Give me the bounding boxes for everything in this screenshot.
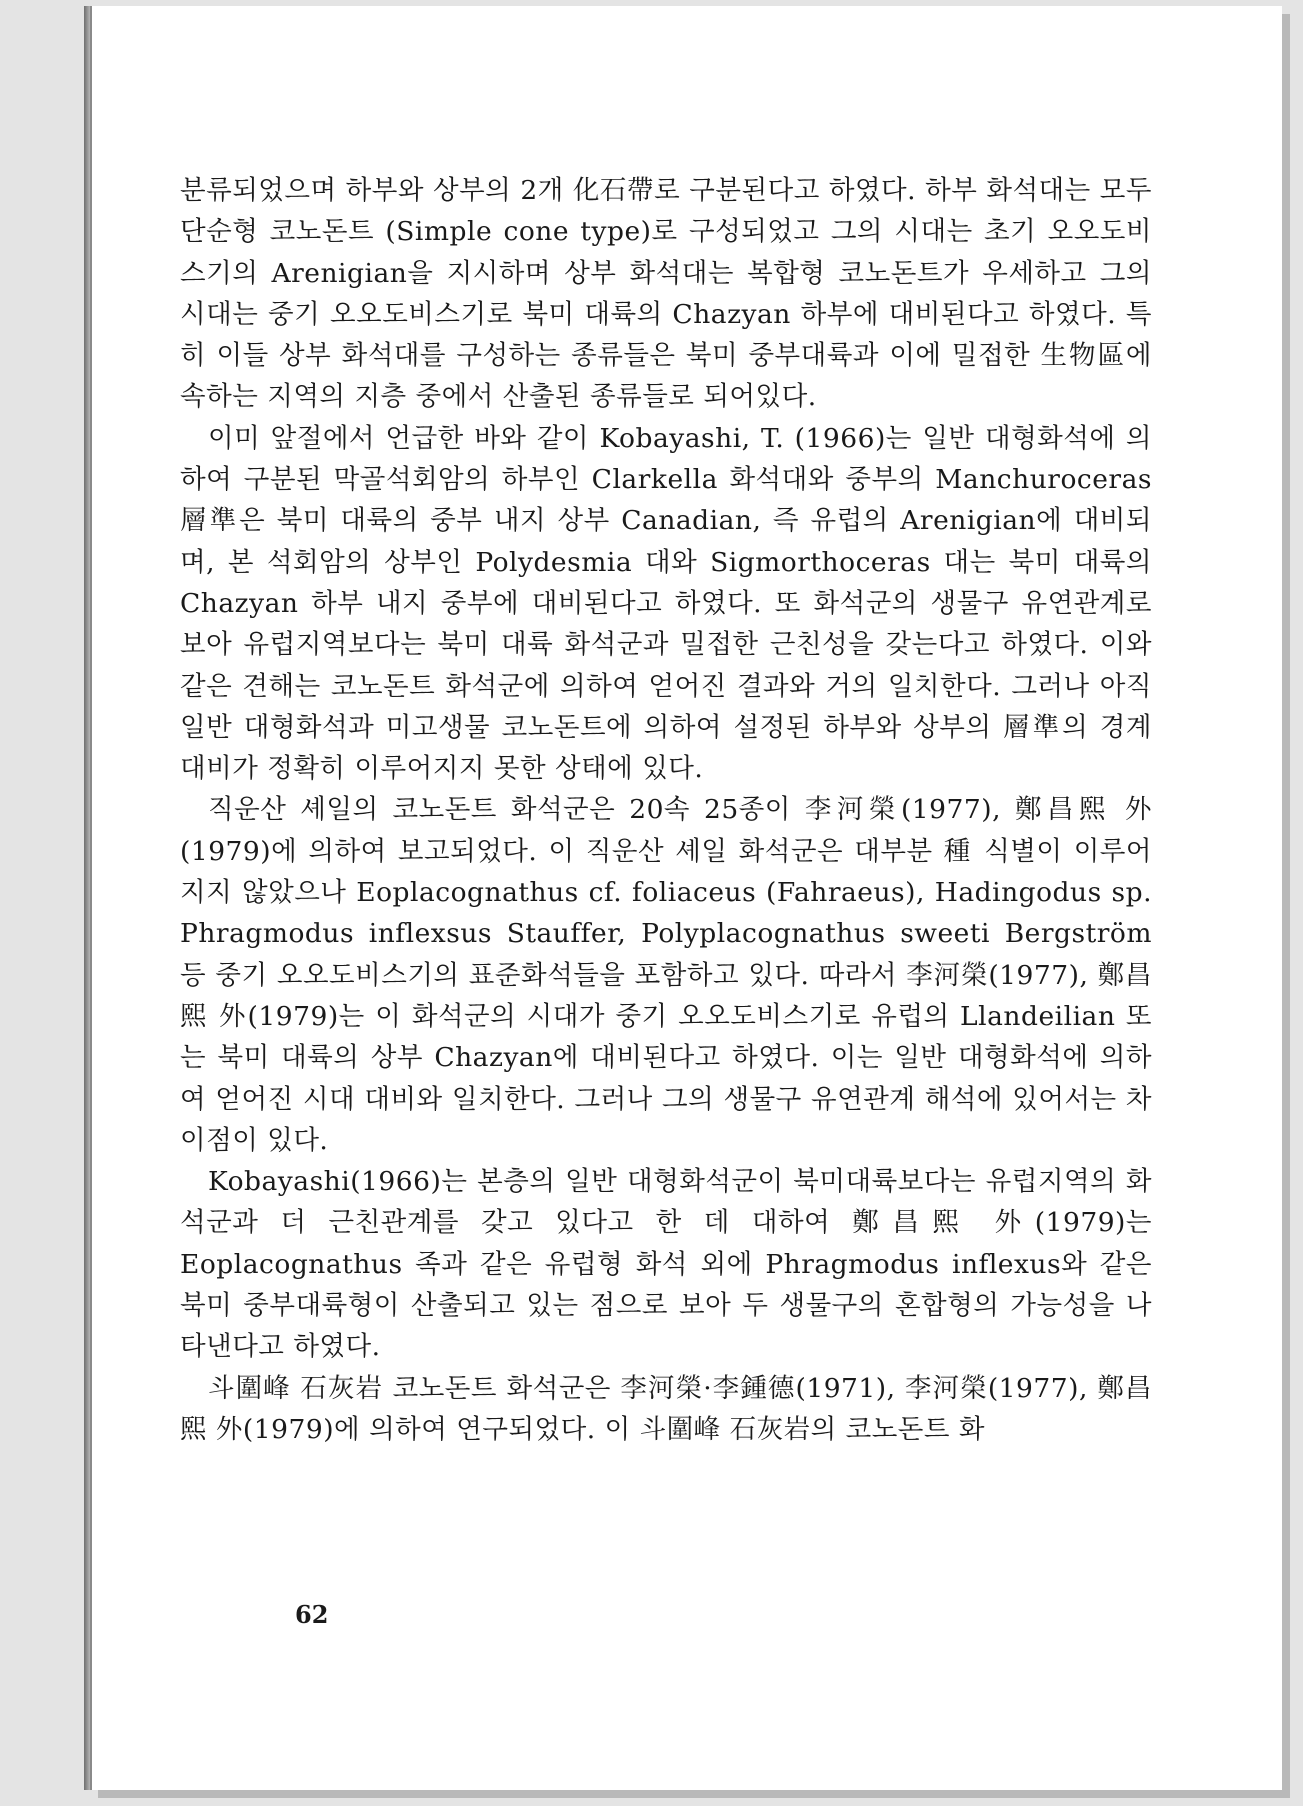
- paragraph-1: 분류되었으며 하부와 상부의 2개 化石帶로 구분된다고 하였다. 하부 화석대는 모두 단순형 코노돈트 (Simple cone type)로 구성되었고 그의 시대는 초기 오오도비스기의 Arenigian을 지시하며 상부 화석대는 복합형 코노돈트가 우세하고 그의 시대는 중기 오오도비스기로 북미 대륙의 Chazyan 하부에 대비된다고 하였다. 특히 이들 상부 화석대를 구성하는 종류들은 북미 중부대륙과 이에 밀접한 生物區에 속하는 지역의 지층 중에서 산출된 종류들로 되어있다.: [180, 175, 1152, 413]
- body-text: [180, 170, 1152, 1450]
- paragraph-5: 斗圍峰 石灰岩 코노돈트 화석군은 李河榮·李鍾德(1971), 李河榮(1977), 鄭昌熙 外(1979)에 의하여 연구되었다. 이 斗圍峰 石灰岩의 코노돈트 화: [180, 1372, 1152, 1445]
- paragraph-2: 이미 앞절에서 언급한 바와 같이 Kobayashi, T. (1966)는 일반 대형화석에 의하여 구분된 막골석회암의 하부인 Clarkella 화석대와 중부의 Manchuroceras 層準은 북미 대륙의 중부 내지 상부 Canadian, 즉 유럽의 Arenigian에 대비되며, 본 석회암의 상부인 Polydesmia 대와 Sigmorthoceras 대는 북미 대륙의 Chazyan 하부 내지 중부에 대비된다고 하였다. 또 화석군의 생물구 유연관계로 보아 유럽지역보다는 북미 대륙 화석군과 밀접한 근친성을 갖는다고 하였다. 이와 같은 견해는 코노돈트 화석군에 의하여 얻어진 결과와 거의 일치한다. 그러나 아직 일반 대형화석과 미고생물 코노돈트에 의하여 설정된 하부와 상부의 層準의 경계 대비가 정확히 이루어지지 못한 상태에 있다.: [180, 422, 1152, 785]
- paragraph-3: 직운산 셰일의 코노돈트 화석군은 20속 25종이 李河榮(1977), 鄭昌熙 外(1979)에 의하여 보고되었다. 이 직운산 셰일 화석군은 대부분 種 식별이 이루어지지 않았으나 Eoplacognathus cf. foliaceus (Fahraeus), Hadingodus sp. Phragmodus inflexsus Stauffer, Polyplacognathus sweeti Bergström 등 중기 오오도비스기의 표준화석들을 포함하고 있다. 따라서 李河榮(1977), 鄭昌熙 外(1979)는 이 화석군의 시대가 중기 오오도비스기로 유럽의 Llandeilian 또는 북미 대륙의 상부 Chazyan에 대비된다고 하였다. 이는 일반 대형화석에 의하여 얻어진 시대 대비와 일치한다. 그러나 그의 생물구 유연관계 해석에 있어서는 차이점이 있다.: [180, 794, 1152, 1156]
- paragraph-4: Kobayashi(1966)는 본층의 일반 대형화석군이 북미대륙보다는 유럽지역의 화석군과 더 근친관계를 갖고 있다고 한 데 대하여 鄭昌熙 外(1979)는 Eoplacognathus 족과 같은 유럽형 화석 외에 Phragmodus inflexus와 같은 북미 중부대륙형이 산출되고 있는 점으로 보아 두 생물구의 혼합형의 가능성을 나타낸다고 하였다.: [180, 1166, 1152, 1363]
- page-number: 62: [295, 1600, 329, 1629]
